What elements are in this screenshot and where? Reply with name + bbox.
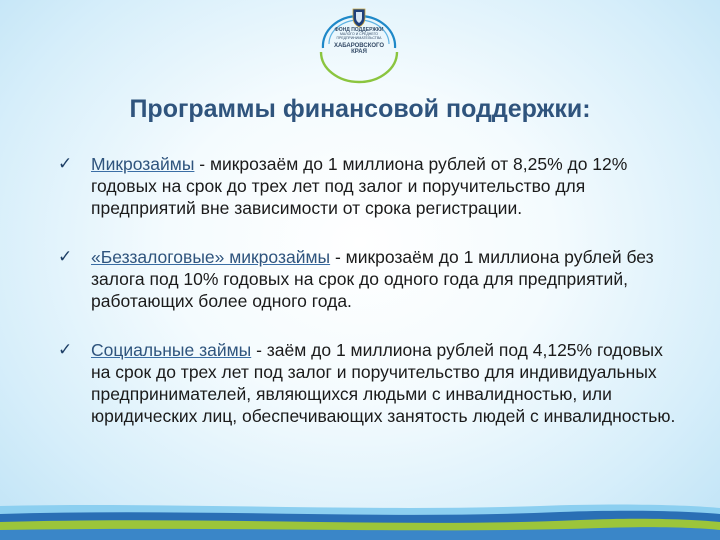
- footer-wave-decoration: [0, 500, 720, 540]
- logo-text-line4: КРАЯ: [351, 48, 367, 55]
- logo-text: [320, 28, 398, 55]
- checkmark-icon: ✓: [58, 247, 73, 267]
- logo-text-line3: ХАБАРОВСКОГО: [333, 42, 385, 49]
- program-item-social-loans: [58, 339, 678, 427]
- program-link-social-loans[interactable]: Социальные займы: [91, 340, 252, 360]
- program-link-microloans[interactable]: Микрозаймы: [91, 154, 195, 174]
- checkmark-icon: ✓: [58, 340, 73, 360]
- program-description: - микрозаём до 1 миллиона рублей без залога под 10% годовых на срок до одного года для предприятий, работающих более одного года.: [91, 247, 654, 311]
- program-description: - заём до 1 миллиона рублей под 4,125% годовых на срок до трех лет под залог и поручительство для индивидуальных предпринимателей, являющихся людьми с инвалидностью, или юридических лиц, обеспечивающих занятость людей с инвалидностью.: [91, 340, 676, 426]
- program-link-unsecured-microloans[interactable]: «Беззалоговые» микрозаймы: [91, 247, 331, 267]
- program-item-unsecured-microloans: [58, 246, 678, 312]
- program-description: - микрозаём до 1 миллиона рублей от 8,25% до 12% годовых на срок до трех лет под залог и поручительство для предприятий вне зависимости от срока регистрации.: [91, 154, 628, 218]
- slide-title: Программы финансовой поддержки:: [129, 95, 591, 123]
- checkmark-icon: ✓: [58, 154, 73, 174]
- logo-text-line1: ФОНД ПОДДЕРЖКИ: [334, 27, 384, 33]
- program-item-microloans: [58, 153, 678, 219]
- logo-text-line2: МАЛОГО И СРЕДНЕГО ПРЕДПРИНИМАТЕЛЬСТВА: [336, 32, 382, 40]
- program-list: [58, 153, 678, 427]
